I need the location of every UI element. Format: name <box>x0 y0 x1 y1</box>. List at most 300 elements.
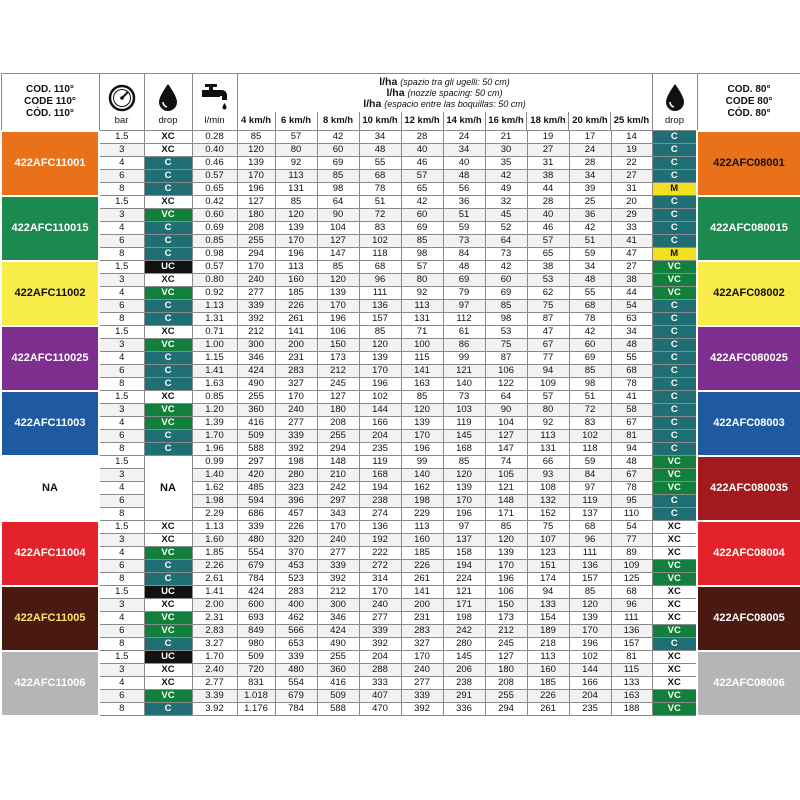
drop-class-110: XC <box>144 664 192 677</box>
lha-value: 96 <box>359 274 401 287</box>
drop-class-110: XC <box>144 521 192 534</box>
drop-class-80: VC <box>652 690 697 703</box>
lha-value: 196 <box>443 508 485 521</box>
pressure-bar-value: 6 <box>99 690 144 703</box>
drop-class-110: XC <box>144 599 192 612</box>
flow-lmin-value: 1.13 <box>192 521 237 534</box>
drop-class-110: C <box>144 157 192 170</box>
lha-value: 120 <box>237 144 275 157</box>
drop-class-80: XC <box>652 612 697 625</box>
lha-value: 108 <box>527 482 569 495</box>
lha-value: 127 <box>485 430 527 443</box>
drop-class-80: C <box>652 508 697 521</box>
table-row <box>1 339 800 352</box>
lha-value: 277 <box>317 547 359 560</box>
lha-value: 40 <box>443 157 485 170</box>
flow-lmin-value: 0.69 <box>192 222 237 235</box>
nozzle-code-80: 422AFC080035 <box>697 456 800 521</box>
lha-value: 99 <box>401 456 443 469</box>
lha-value: 180 <box>485 664 527 677</box>
lha-value: 41 <box>611 235 652 248</box>
lha-value: 185 <box>527 677 569 690</box>
lha-value: 78 <box>359 183 401 196</box>
lha-value: 95 <box>611 495 652 508</box>
drop-class-110: C <box>144 703 192 716</box>
lha-value: 62 <box>527 287 569 300</box>
drop-class-80: XC <box>652 651 697 664</box>
lha-value: 67 <box>527 339 569 352</box>
drop-class-80: C <box>652 170 697 183</box>
table-row <box>1 391 800 404</box>
lha-value: 64 <box>317 196 359 209</box>
lha-value: 238 <box>359 495 401 508</box>
table-row <box>1 313 800 326</box>
lha-value: 235 <box>359 443 401 456</box>
table-row <box>1 378 800 391</box>
lha-value: 85 <box>485 521 527 534</box>
table-row <box>1 469 800 482</box>
lha-value: 170 <box>237 170 275 183</box>
lha-value: 594 <box>237 495 275 508</box>
lha-value: 490 <box>317 638 359 651</box>
lha-value: 66 <box>527 456 569 469</box>
table-row <box>1 573 800 586</box>
flow-lmin-value: 0.85 <box>192 235 237 248</box>
lha-value: 137 <box>569 508 611 521</box>
drop-class-110: C <box>144 235 192 248</box>
lha-value: 294 <box>317 443 359 456</box>
lha-value: 170 <box>359 365 401 378</box>
lha-value: 41 <box>611 391 652 404</box>
lha-value: 98 <box>485 313 527 326</box>
lha-value: 97 <box>443 521 485 534</box>
table-row <box>1 287 800 300</box>
lha-value: 28 <box>401 131 443 144</box>
drop-class-80: C <box>652 365 697 378</box>
lha-value: 196 <box>359 378 401 391</box>
lha-value: 92 <box>275 157 317 170</box>
drop-class-110: VC <box>144 547 192 560</box>
lha-value: 133 <box>611 677 652 690</box>
lha-value: 90 <box>485 404 527 417</box>
table-row <box>1 625 800 638</box>
lha-value: 339 <box>359 625 401 638</box>
lha-value: 84 <box>569 469 611 482</box>
pressure-bar-value: 6 <box>99 430 144 443</box>
drop-class-80: C <box>652 404 697 417</box>
lha-value: 133 <box>527 599 569 612</box>
nozzle-code-80: 422AFC08004 <box>697 521 800 586</box>
lha-value: 80 <box>275 144 317 157</box>
lha-value: 144 <box>359 404 401 417</box>
table-row <box>1 235 800 248</box>
table-row <box>1 196 800 209</box>
drop-class-110: C <box>144 378 192 391</box>
flow-lmin-value: 3.39 <box>192 690 237 703</box>
lha-value: 174 <box>527 573 569 586</box>
lha-value: 224 <box>443 573 485 586</box>
lha-value: 140 <box>443 378 485 391</box>
lha-value: 78 <box>611 378 652 391</box>
lha-value: 154 <box>527 612 569 625</box>
lha-value: 339 <box>401 690 443 703</box>
lha-value: 141 <box>401 365 443 378</box>
water-drop-icon <box>157 83 179 113</box>
lha-value: 46 <box>401 157 443 170</box>
nozzle-flow-table <box>0 73 800 717</box>
flow-lmin-value: 1.39 <box>192 417 237 430</box>
flow-lmin-value: 1.85 <box>192 547 237 560</box>
lha-value: 48 <box>611 339 652 352</box>
lha-value: 255 <box>237 391 275 404</box>
lha-value: 400 <box>275 599 317 612</box>
lha-value: 48 <box>443 170 485 183</box>
lha-value: 53 <box>527 274 569 287</box>
drop-class-80: C <box>652 300 697 313</box>
table-row <box>1 417 800 430</box>
lha-value: 139 <box>569 612 611 625</box>
drop-class-80: C <box>652 222 697 235</box>
table-row <box>1 664 800 677</box>
lha-value: 92 <box>401 287 443 300</box>
lha-value: 14 <box>611 131 652 144</box>
pressure-bar-value: 6 <box>99 170 144 183</box>
lha-value: 194 <box>443 560 485 573</box>
pressure-bar-value: 3 <box>99 404 144 417</box>
lha-value: 280 <box>275 469 317 482</box>
lha-value: 84 <box>443 248 485 261</box>
drop-class-80: C <box>652 209 697 222</box>
flow-rate-table <box>0 73 800 717</box>
lha-value: 111 <box>359 287 401 300</box>
lha-value: 87 <box>527 313 569 326</box>
drop-class-110: UC <box>144 261 192 274</box>
lha-value: 121 <box>485 482 527 495</box>
pressure-bar-value: 6 <box>99 300 144 313</box>
lha-value: 60 <box>569 339 611 352</box>
lha-value: 235 <box>569 703 611 716</box>
drop-class-80: VC <box>652 703 697 716</box>
lha-value: 240 <box>359 599 401 612</box>
lha-value: 94 <box>611 443 652 456</box>
pressure-bar-value: 6 <box>99 235 144 248</box>
drop-class-80: C <box>652 157 697 170</box>
drop-class-na: NA <box>144 456 192 521</box>
lha-value: 55 <box>611 352 652 365</box>
lha-value: 110 <box>611 508 652 521</box>
table-row <box>1 508 800 521</box>
lha-value: 327 <box>275 378 317 391</box>
lha-value: 653 <box>275 638 317 651</box>
lha-value: 166 <box>569 677 611 690</box>
lha-value: 51 <box>569 235 611 248</box>
lha-value: 25 <box>569 196 611 209</box>
lha-value: 36 <box>443 196 485 209</box>
flow-lmin-value: 1.41 <box>192 365 237 378</box>
drop-class-80: VC <box>652 482 697 495</box>
lha-value: 78 <box>569 313 611 326</box>
lha-value: 105 <box>485 469 527 482</box>
lha-value: 34 <box>569 170 611 183</box>
table-row <box>1 495 800 508</box>
lha-value: 44 <box>527 183 569 196</box>
lha-value: 42 <box>569 326 611 339</box>
lha-value: 64 <box>485 391 527 404</box>
lha-value: 127 <box>317 391 359 404</box>
lha-value: 36 <box>569 209 611 222</box>
lha-value: 346 <box>237 352 275 365</box>
lha-value: 139 <box>443 482 485 495</box>
lha-value: 86 <box>443 339 485 352</box>
flow-lmin-value: 1.98 <box>192 495 237 508</box>
pressure-bar-value: 3 <box>99 664 144 677</box>
lha-value: 65 <box>401 183 443 196</box>
lha-value: 157 <box>359 313 401 326</box>
lha-value: 346 <box>317 612 359 625</box>
lha-value: 104 <box>317 222 359 235</box>
lha-value: 336 <box>443 703 485 716</box>
lha-value: 59 <box>569 248 611 261</box>
lha-value: 57 <box>527 235 569 248</box>
drop-class-110: XC <box>144 391 192 404</box>
lha-value: 136 <box>359 300 401 313</box>
lha-value: 171 <box>443 599 485 612</box>
lha-value: 238 <box>443 677 485 690</box>
lha-value: 139 <box>317 287 359 300</box>
lha-value: 69 <box>443 274 485 287</box>
drop-class-80: C <box>652 391 697 404</box>
table-row <box>1 222 800 235</box>
lha-value: 229 <box>401 508 443 521</box>
pressure-bar-value: 1.5 <box>99 326 144 339</box>
lha-value: 255 <box>317 651 359 664</box>
lha-value: 242 <box>317 482 359 495</box>
lha-value: 121 <box>443 586 485 599</box>
drop-class-110: XC <box>144 274 192 287</box>
lha-value: 849 <box>237 625 275 638</box>
table-row <box>1 300 800 313</box>
lha-value: 140 <box>401 469 443 482</box>
lha-value: 226 <box>275 300 317 313</box>
lha-value: 157 <box>611 638 652 651</box>
lha-value: 392 <box>401 703 443 716</box>
lha-value: 59 <box>569 456 611 469</box>
lha-value: 173 <box>317 352 359 365</box>
speed-header: 12 km/h <box>401 112 443 130</box>
lha-value: 720 <box>237 664 275 677</box>
flow-lmin-value: 2.31 <box>192 612 237 625</box>
drop-class-110: C <box>144 352 192 365</box>
lha-value: 470 <box>359 703 401 716</box>
lha-value: 136 <box>359 521 401 534</box>
lha-value: 57 <box>275 131 317 144</box>
lha-value: 93 <box>527 469 569 482</box>
lha-value: 131 <box>275 183 317 196</box>
right-code-header: COD. 80° CODE 80° CÓD. 80° <box>697 74 800 131</box>
flow-lmin-value: 1.00 <box>192 339 237 352</box>
drop-class-80: XC <box>652 534 697 547</box>
lha-value: 185 <box>401 547 443 560</box>
lha-value: 261 <box>401 573 443 586</box>
lha-value: 57 <box>401 261 443 274</box>
lha-value: 120 <box>485 534 527 547</box>
lha-value: 198 <box>275 456 317 469</box>
table-row <box>1 170 800 183</box>
lha-value: 42 <box>317 131 359 144</box>
lha-value: 48 <box>443 261 485 274</box>
lha-value: 222 <box>359 547 401 560</box>
pressure-bar-value: 4 <box>99 482 144 495</box>
lha-value: 113 <box>527 430 569 443</box>
drop-class-80: VC <box>652 469 697 482</box>
lha-value: 392 <box>317 573 359 586</box>
nozzle-code-110: 422AFC11003 <box>1 391 99 456</box>
lha-value: 297 <box>237 456 275 469</box>
lha-value: 83 <box>359 222 401 235</box>
lha-value: 679 <box>237 560 275 573</box>
lha-value: 208 <box>485 677 527 690</box>
lha-value: 277 <box>275 417 317 430</box>
lha-value: 523 <box>275 573 317 586</box>
table-row <box>1 261 800 274</box>
lha-value: 38 <box>527 261 569 274</box>
lha-value: 180 <box>237 209 275 222</box>
lha-value: 170 <box>443 495 485 508</box>
table-row <box>1 352 800 365</box>
lha-value: 119 <box>569 495 611 508</box>
drop-class-110: XC <box>144 196 192 209</box>
lha-value: 79 <box>443 287 485 300</box>
lha-value: 96 <box>569 534 611 547</box>
pressure-bar-value: 1.5 <box>99 196 144 209</box>
lha-value: 60 <box>401 209 443 222</box>
lha-value: 196 <box>401 443 443 456</box>
lha-value: 106 <box>317 326 359 339</box>
lha-value: 85 <box>317 261 359 274</box>
lha-value: 120 <box>359 339 401 352</box>
table-row <box>1 599 800 612</box>
lha-value: 80 <box>527 404 569 417</box>
nozzle-code-110: 422AFC110025 <box>1 326 99 391</box>
drop-class-80: C <box>652 378 697 391</box>
lha-value: 274 <box>359 508 401 521</box>
lha-value: 111 <box>611 612 652 625</box>
lha-value: 196 <box>485 573 527 586</box>
table-row <box>1 677 800 690</box>
lha-value: 148 <box>485 495 527 508</box>
lha-value: 424 <box>317 625 359 638</box>
flow-lmin-value: 0.46 <box>192 157 237 170</box>
lha-value: 173 <box>485 612 527 625</box>
lha-value: 192 <box>359 534 401 547</box>
lha-value: 109 <box>527 378 569 391</box>
nozzle-code-110: 422AFC11004 <box>1 521 99 586</box>
nozzle-code-110: 422AFC11005 <box>1 586 99 651</box>
lha-value: 139 <box>401 417 443 430</box>
pressure-bar-value: 1.5 <box>99 586 144 599</box>
lha-value: 151 <box>527 560 569 573</box>
lha-value: 22 <box>611 157 652 170</box>
lha-value: 63 <box>611 313 652 326</box>
lha-value: 42 <box>485 261 527 274</box>
lha-value: 120 <box>569 599 611 612</box>
flow-lmin-value: 0.85 <box>192 391 237 404</box>
pressure-bar-value: 4 <box>99 352 144 365</box>
flow-lmin-value: 1.60 <box>192 534 237 547</box>
lha-value: 47 <box>527 326 569 339</box>
pressure-bar-value: 8 <box>99 248 144 261</box>
table-row <box>1 534 800 547</box>
lha-value: 73 <box>485 248 527 261</box>
table-row <box>1 482 800 495</box>
lha-value: 170 <box>317 300 359 313</box>
lha-value: 294 <box>237 248 275 261</box>
lha-value: 416 <box>317 677 359 690</box>
lha-value: 566 <box>275 625 317 638</box>
lha-value: 212 <box>237 326 275 339</box>
lha-value: 123 <box>527 547 569 560</box>
lha-value: 255 <box>485 690 527 703</box>
lha-value: 144 <box>569 664 611 677</box>
lha-value: 118 <box>359 248 401 261</box>
lha-value: 102 <box>359 391 401 404</box>
drop-class-80: XC <box>652 599 697 612</box>
pressure-bar-value: 1.5 <box>99 391 144 404</box>
lha-value: 32 <box>485 196 527 209</box>
lha-value: 141 <box>275 326 317 339</box>
lha-value: 240 <box>401 664 443 677</box>
lha-value: 300 <box>237 339 275 352</box>
flow-header <box>192 74 237 131</box>
lha-value: 40 <box>527 209 569 222</box>
drop-class-80: C <box>652 131 697 144</box>
lha-value: 277 <box>359 612 401 625</box>
drop-class-110: VC <box>144 287 192 300</box>
lha-value: 288 <box>359 664 401 677</box>
lha-value: 51 <box>569 391 611 404</box>
pressure-bar-value: 3 <box>99 534 144 547</box>
pressure-bar-value: 8 <box>99 183 144 196</box>
lha-value: 112 <box>443 313 485 326</box>
lha-value: 120 <box>443 469 485 482</box>
lha-value: 27 <box>611 261 652 274</box>
lha-value: 170 <box>237 261 275 274</box>
lha-value: 106 <box>485 586 527 599</box>
drop-class-110: XC <box>144 677 192 690</box>
drop-header-right <box>652 74 697 131</box>
drop-class-110: XC <box>144 326 192 339</box>
pressure-bar-value: 4 <box>99 547 144 560</box>
drop-class-80: VC <box>652 261 697 274</box>
lha-value: 122 <box>485 378 527 391</box>
lha-value: 509 <box>317 690 359 703</box>
lha-value: 28 <box>527 196 569 209</box>
lha-value: 100 <box>401 339 443 352</box>
lha-value: 113 <box>527 651 569 664</box>
flow-lmin-value: 0.80 <box>192 274 237 287</box>
lha-value: 67 <box>611 469 652 482</box>
drop-class-110: VC <box>144 417 192 430</box>
lha-value: 71 <box>401 326 443 339</box>
drop-class-80: VC <box>652 287 697 300</box>
lha-value: 152 <box>527 508 569 521</box>
flow-lmin-value: 1.31 <box>192 313 237 326</box>
drop-class-110: C <box>144 365 192 378</box>
lha-value: 44 <box>611 287 652 300</box>
lha-value: 75 <box>527 300 569 313</box>
pressure-bar-value: 8 <box>99 443 144 456</box>
lha-value: 115 <box>611 664 652 677</box>
